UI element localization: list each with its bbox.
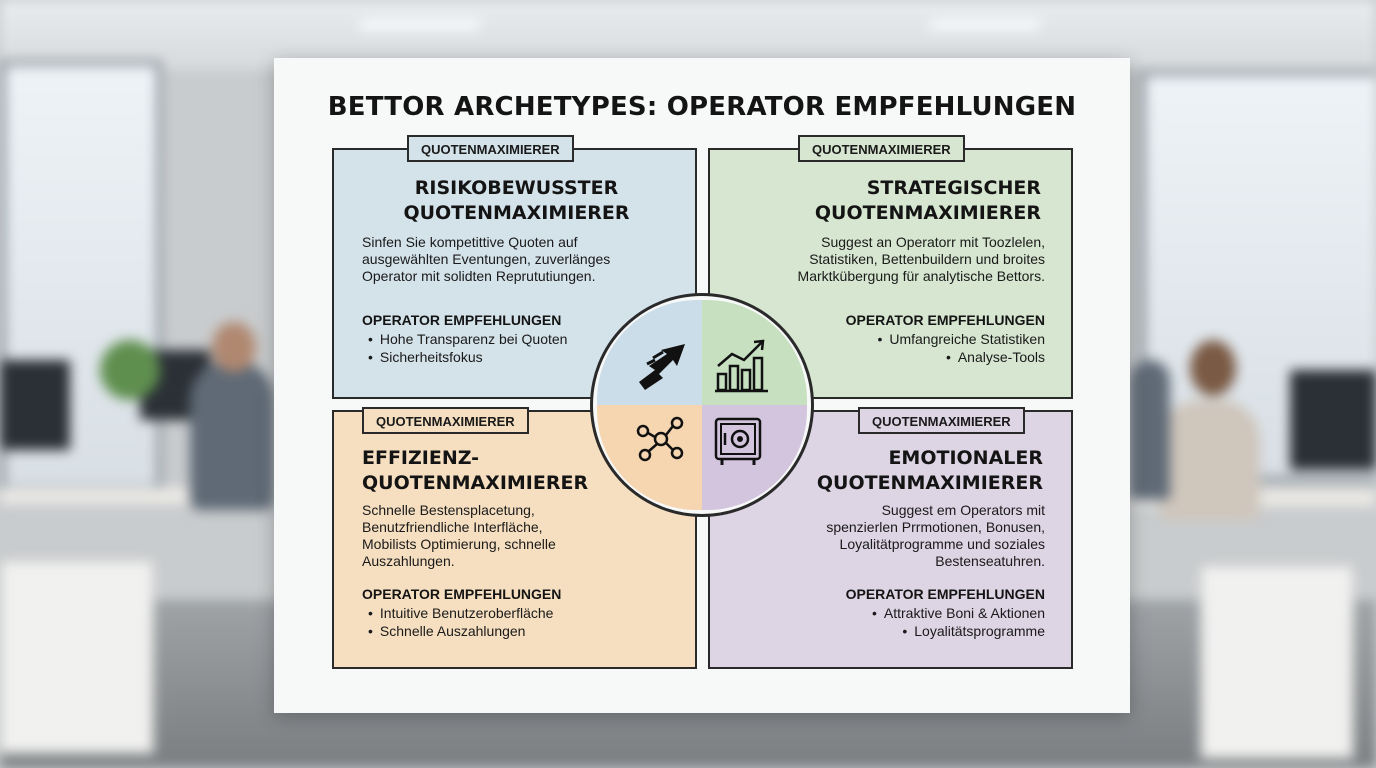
runner-arrow-icon — [633, 336, 693, 396]
archetype-tag: QUOTENMAXIMIERER — [407, 135, 574, 162]
archetype-tag: QUOTENMAXIMIERER — [858, 407, 1025, 434]
quadrant-title: RISIKOBEWUSSTER QUOTENMAXIMIERER — [403, 177, 630, 224]
list-item: • Schnelle Auszahlungen — [368, 622, 553, 640]
recommendations-heading: OPERATOR EMPFEHLUNGEN — [845, 586, 1045, 602]
recommendations-list — [872, 604, 1045, 640]
archetype-poster — [274, 58, 1130, 713]
poster-title: BETTOR ARCHETYPES: OPERATOR EMPFEHLUNGEN — [327, 92, 1077, 122]
quadrant-title: EMOTIONALER QUOTENMAXIMIERER — [816, 447, 1043, 494]
recommendations-list — [368, 330, 567, 366]
network-nodes-icon — [633, 413, 689, 469]
safe-icon — [712, 415, 766, 469]
quadrant-description: Sinfen Sie kompetittive Quoten auf ausgewählten Eventungen, zuverlänges Operator mit solidten Reprututiungen. — [362, 234, 611, 284]
quadrant-title: EFFIZIENZ- QUOTENMAXIMIERER — [362, 447, 589, 494]
list-item: • Umfangreiche Statistiken — [877, 330, 1045, 348]
recommendations-heading: OPERATOR EMPFEHLUNGEN — [845, 312, 1045, 328]
quadrant-description: Suggest em Operators mit spenzierlen Prrmotionen, Bonusen, Loyalitätprogramme und soziales Bestenseatuhren. — [826, 502, 1045, 569]
list-item: • Intuitive Benutzeroberfläche — [368, 604, 553, 622]
archetype-tag: QUOTENMAXIMIERER — [798, 135, 965, 162]
list-item: • Sicherheitsfokus — [368, 348, 567, 366]
archetype-tag: QUOTENMAXIMIERER — [362, 407, 529, 434]
list-item: • Loyalitätsprogramme — [872, 622, 1045, 640]
center-icon-circle — [590, 293, 814, 517]
bar-chart-trend-icon — [712, 336, 772, 396]
recommendations-heading: OPERATOR EMPFEHLUNGEN — [362, 312, 562, 328]
recommendations-list — [877, 330, 1045, 366]
list-item: • Hohe Transparenz bei Quoten — [368, 330, 567, 348]
recommendations-heading: OPERATOR EMPFEHLUNGEN — [362, 586, 562, 602]
list-item: • Analyse-Tools — [877, 348, 1045, 366]
list-item: • Attraktive Boni & Aktionen — [872, 604, 1045, 622]
recommendations-list — [368, 604, 553, 640]
quadrant-description: Schnelle Bestensplacetung, Benutzfriendliche Interfläche, Mobilists Optimierung, schnelle Auszahlungen. — [362, 502, 556, 569]
quadrant-title: STRATEGISCHER QUOTENMAXIMIERER — [814, 177, 1041, 224]
quadrant-description: Suggest an Operatorr mit Toozlelen, Statistiken, Bettenbuildern und broites Marktkübergung für analytische Bettors. — [797, 234, 1045, 284]
